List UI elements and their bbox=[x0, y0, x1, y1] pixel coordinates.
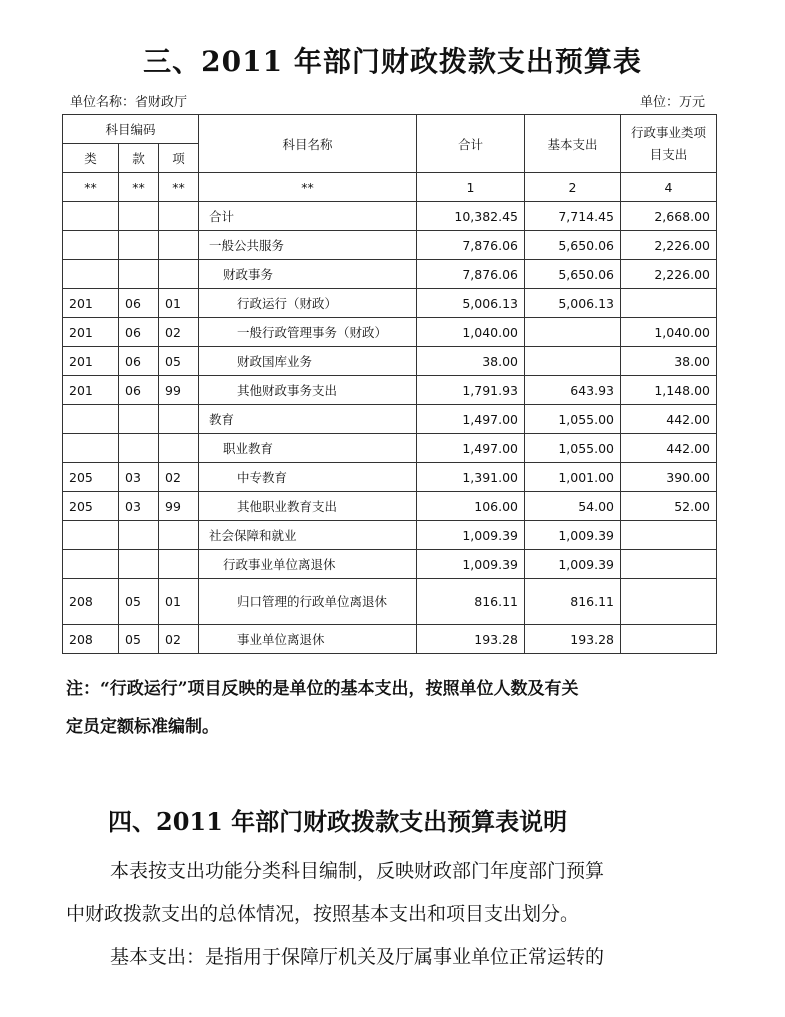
cell-name: 一般公共服务 bbox=[199, 231, 417, 260]
cell-xiang: 01 bbox=[159, 289, 199, 318]
cell-basic: 193.28 bbox=[525, 625, 621, 654]
header-project: 行政事业类项目支出 bbox=[621, 115, 717, 173]
cell-lei: 201 bbox=[63, 318, 119, 347]
cell-basic: 7,714.45 bbox=[525, 202, 621, 231]
cell-kuan bbox=[119, 550, 159, 579]
cell-basic: 5,006.13 bbox=[525, 289, 621, 318]
cell-name: 财政事务 bbox=[199, 260, 417, 289]
table-header-row bbox=[63, 115, 717, 144]
cell-project: 442.00 bbox=[621, 405, 717, 434]
cell-xiang bbox=[159, 550, 199, 579]
cell-lei: 205 bbox=[63, 492, 119, 521]
cell-lei bbox=[63, 202, 119, 231]
index-cell: ** bbox=[119, 173, 159, 202]
cell-name: 归口管理的行政单位离退休 bbox=[199, 579, 417, 625]
table-row bbox=[63, 625, 717, 654]
section-title: 四、2011 年部门财政拨款支出预算表说明 bbox=[108, 807, 568, 836]
cell-xiang: 05 bbox=[159, 347, 199, 376]
cell-kuan bbox=[119, 202, 159, 231]
cell-lei bbox=[63, 405, 119, 434]
cell-total: 106.00 bbox=[417, 492, 525, 521]
cell-kuan: 06 bbox=[119, 289, 159, 318]
cell-lei: 201 bbox=[63, 289, 119, 318]
cell-project: 2,226.00 bbox=[621, 231, 717, 260]
header-subject-code: 科目编码 bbox=[63, 115, 199, 144]
unit-name-label: 单位名称：省财政厅 bbox=[70, 95, 188, 110]
cell-name: 职业教育 bbox=[199, 434, 417, 463]
cell-basic: 1,001.00 bbox=[525, 463, 621, 492]
cell-xiang: 02 bbox=[159, 463, 199, 492]
table-index-row bbox=[63, 173, 717, 202]
cell-basic: 1,055.00 bbox=[525, 405, 621, 434]
cell-name: 教育 bbox=[199, 405, 417, 434]
cell-project: 2,226.00 bbox=[621, 260, 717, 289]
table-note bbox=[66, 670, 746, 746]
index-cell: 4 bbox=[621, 173, 717, 202]
cell-kuan bbox=[119, 260, 159, 289]
cell-project: 52.00 bbox=[621, 492, 717, 521]
cell-name: 社会保障和就业 bbox=[199, 521, 417, 550]
cell-kuan: 05 bbox=[119, 579, 159, 625]
cell-lei: 208 bbox=[63, 625, 119, 654]
index-cell: ** bbox=[159, 173, 199, 202]
table-row bbox=[63, 405, 717, 434]
cell-xiang bbox=[159, 202, 199, 231]
header-xiang: 项 bbox=[159, 144, 199, 173]
cell-project bbox=[621, 521, 717, 550]
cell-kuan bbox=[119, 231, 159, 260]
cell-kuan: 06 bbox=[119, 318, 159, 347]
cell-basic: 816.11 bbox=[525, 579, 621, 625]
cell-xiang bbox=[159, 434, 199, 463]
cell-total: 38.00 bbox=[417, 347, 525, 376]
cell-xiang: 02 bbox=[159, 318, 199, 347]
cell-name: 行政运行（财政） bbox=[199, 289, 417, 318]
unit-label: 单位：万元 bbox=[640, 95, 706, 110]
cell-project: 2,668.00 bbox=[621, 202, 717, 231]
table-row bbox=[63, 521, 717, 550]
cell-xiang bbox=[159, 405, 199, 434]
cell-name: 事业单位离退休 bbox=[199, 625, 417, 654]
cell-total: 5,006.13 bbox=[417, 289, 525, 318]
cell-name: 其他职业教育支出 bbox=[199, 492, 417, 521]
cell-name: 中专教育 bbox=[199, 463, 417, 492]
cell-total: 816.11 bbox=[417, 579, 525, 625]
cell-total: 1,497.00 bbox=[417, 434, 525, 463]
cell-kuan: 05 bbox=[119, 625, 159, 654]
cell-total: 7,876.06 bbox=[417, 260, 525, 289]
cell-name: 一般行政管理事务（财政） bbox=[199, 318, 417, 347]
cell-project: 442.00 bbox=[621, 434, 717, 463]
cell-project bbox=[621, 625, 717, 654]
table-row bbox=[63, 376, 717, 405]
cell-lei: 205 bbox=[63, 463, 119, 492]
header-basic: 基本支出 bbox=[525, 115, 621, 173]
cell-basic: 643.93 bbox=[525, 376, 621, 405]
cell-xiang bbox=[159, 521, 199, 550]
cell-basic: 5,650.06 bbox=[525, 260, 621, 289]
cell-project bbox=[621, 579, 717, 625]
section-body bbox=[66, 850, 746, 979]
cell-basic bbox=[525, 318, 621, 347]
cell-total: 193.28 bbox=[417, 625, 525, 654]
cell-xiang bbox=[159, 231, 199, 260]
cell-total: 1,791.93 bbox=[417, 376, 525, 405]
cell-basic: 1,055.00 bbox=[525, 434, 621, 463]
note-line-1: 注：“行政运行”项目反映的是单位的基本支出，按照单位人数及有关 bbox=[66, 679, 579, 699]
cell-xiang: 99 bbox=[159, 492, 199, 521]
page-title: 三、2011 年部门财政拨款支出预算表 bbox=[143, 45, 642, 78]
header-subject-name: 科目名称 bbox=[199, 115, 417, 173]
cell-basic: 1,009.39 bbox=[525, 521, 621, 550]
table-row bbox=[63, 434, 717, 463]
note-line-2: 定员定额标准编制。 bbox=[66, 717, 219, 737]
cell-lei: 201 bbox=[63, 376, 119, 405]
cell-project: 1,148.00 bbox=[621, 376, 717, 405]
table-row bbox=[63, 492, 717, 521]
cell-total: 1,497.00 bbox=[417, 405, 525, 434]
cell-xiang: 99 bbox=[159, 376, 199, 405]
cell-kuan: 03 bbox=[119, 463, 159, 492]
cell-kuan: 06 bbox=[119, 376, 159, 405]
cell-kuan bbox=[119, 521, 159, 550]
cell-project bbox=[621, 550, 717, 579]
cell-lei bbox=[63, 434, 119, 463]
cell-basic bbox=[525, 347, 621, 376]
index-cell: ** bbox=[199, 173, 417, 202]
index-cell: ** bbox=[63, 173, 119, 202]
cell-name: 财政国库业务 bbox=[199, 347, 417, 376]
cell-total: 1,040.00 bbox=[417, 318, 525, 347]
cell-total: 1,009.39 bbox=[417, 521, 525, 550]
cell-name: 其他财政事务支出 bbox=[199, 376, 417, 405]
cell-name: 行政事业单位离退休 bbox=[199, 550, 417, 579]
cell-basic: 54.00 bbox=[525, 492, 621, 521]
table-row bbox=[63, 289, 717, 318]
paragraph-1-line-1: 本表按支出功能分类科目编制，反映财政部门年度部门预算 bbox=[110, 860, 605, 882]
cell-project: 38.00 bbox=[621, 347, 717, 376]
table-row bbox=[63, 202, 717, 231]
cell-lei bbox=[63, 521, 119, 550]
table-row bbox=[63, 318, 717, 347]
cell-total: 7,876.06 bbox=[417, 231, 525, 260]
table-row bbox=[63, 463, 717, 492]
table-row bbox=[63, 579, 717, 625]
cell-kuan bbox=[119, 405, 159, 434]
cell-kuan bbox=[119, 434, 159, 463]
index-cell: 2 bbox=[525, 173, 621, 202]
index-cell: 1 bbox=[417, 173, 525, 202]
cell-lei bbox=[63, 260, 119, 289]
cell-xiang bbox=[159, 260, 199, 289]
cell-total: 1,009.39 bbox=[417, 550, 525, 579]
table-row bbox=[63, 231, 717, 260]
cell-lei: 208 bbox=[63, 579, 119, 625]
cell-project: 1,040.00 bbox=[621, 318, 717, 347]
cell-project: 390.00 bbox=[621, 463, 717, 492]
cell-kuan: 03 bbox=[119, 492, 159, 521]
cell-total: 10,382.45 bbox=[417, 202, 525, 231]
paragraph-2-line-1: 基本支出：是指用于保障厅机关及厅属事业单位正常运转的 bbox=[110, 946, 605, 968]
cell-kuan: 06 bbox=[119, 347, 159, 376]
budget-table bbox=[62, 114, 717, 654]
table-row bbox=[63, 550, 717, 579]
cell-basic: 5,650.06 bbox=[525, 231, 621, 260]
cell-lei bbox=[63, 550, 119, 579]
cell-basic: 1,009.39 bbox=[525, 550, 621, 579]
cell-total: 1,391.00 bbox=[417, 463, 525, 492]
cell-name: 合计 bbox=[199, 202, 417, 231]
header-total: 合计 bbox=[417, 115, 525, 173]
cell-project bbox=[621, 289, 717, 318]
cell-lei: 201 bbox=[63, 347, 119, 376]
table-row bbox=[63, 347, 717, 376]
cell-xiang: 01 bbox=[159, 579, 199, 625]
cell-xiang: 02 bbox=[159, 625, 199, 654]
paragraph-1-line-2: 中财政拨款支出的总体情况，按照基本支出和项目支出划分。 bbox=[66, 903, 580, 925]
header-lei: 类 bbox=[63, 144, 119, 173]
header-kuan: 款 bbox=[119, 144, 159, 173]
table-row bbox=[63, 260, 717, 289]
cell-lei bbox=[63, 231, 119, 260]
